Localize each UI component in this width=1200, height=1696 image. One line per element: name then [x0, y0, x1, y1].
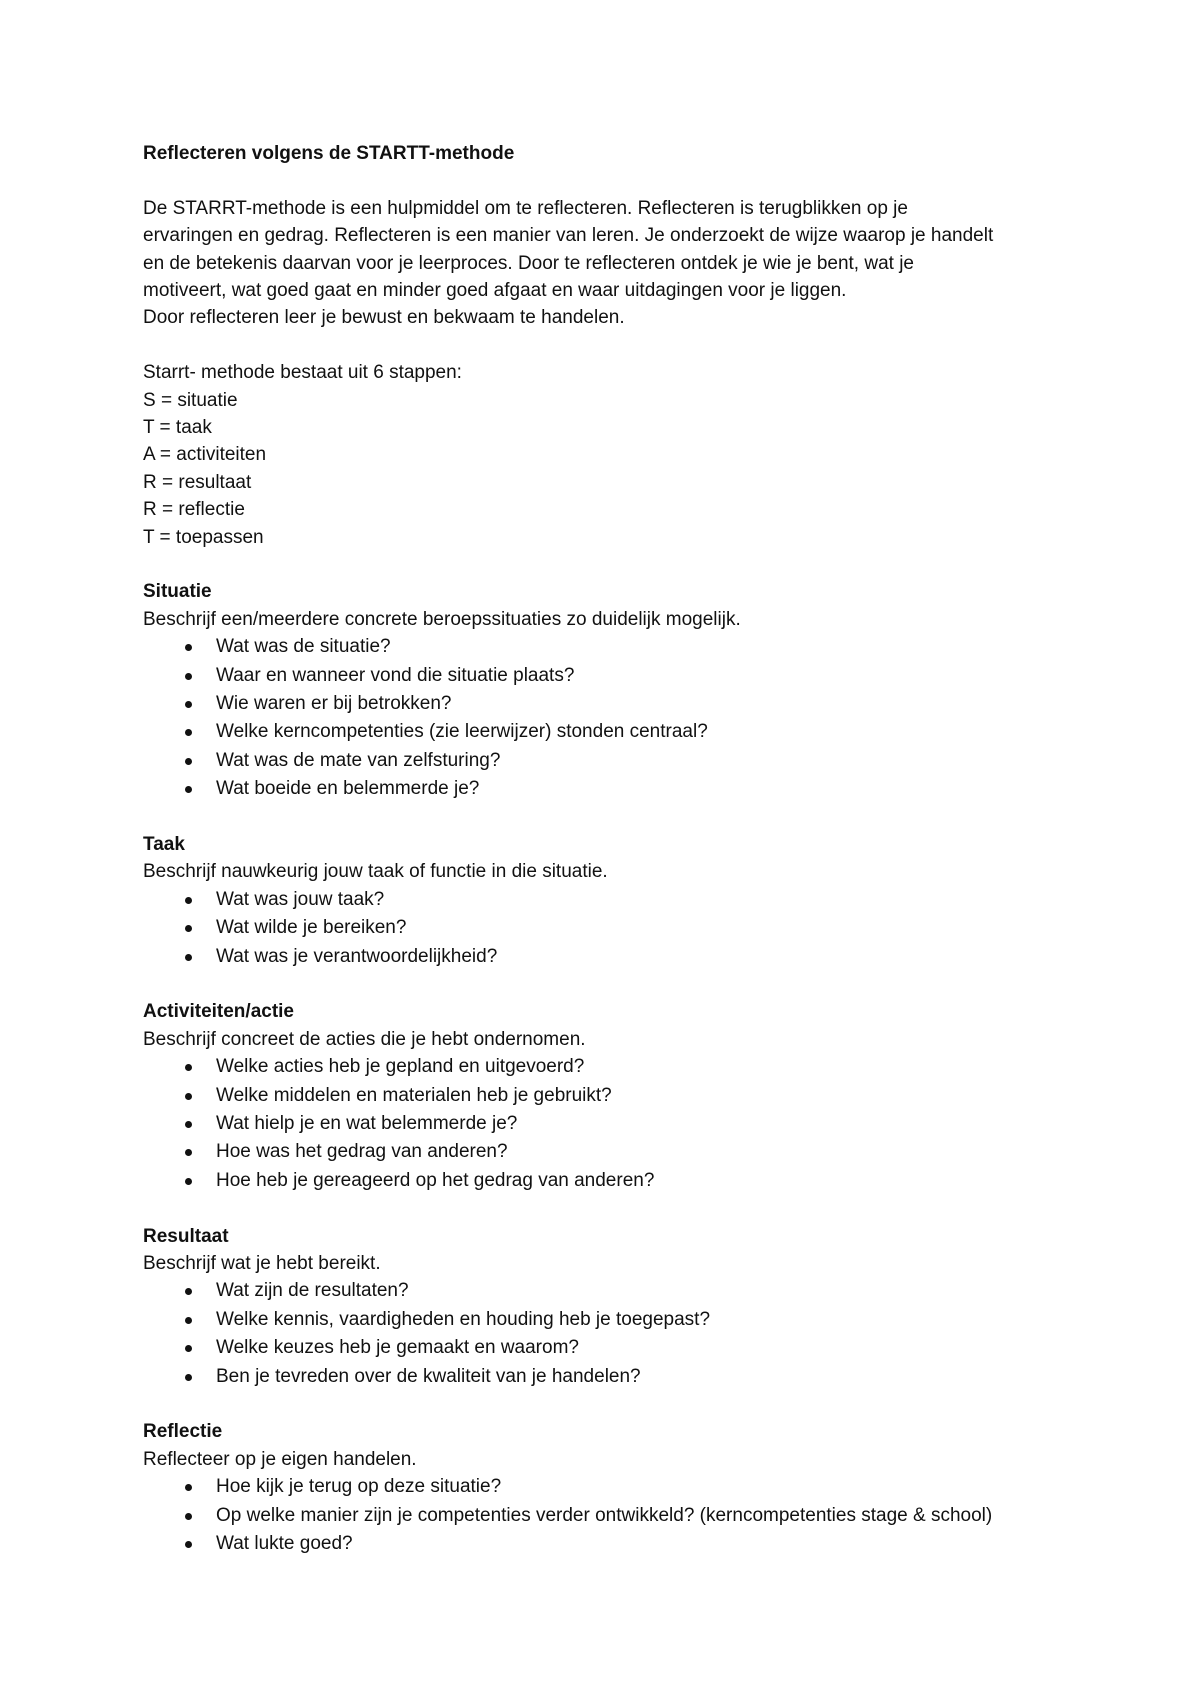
- bullet-text: Welke kennis, vaardigheden en houding heb je toegepast?: [216, 1308, 711, 1330]
- bullet-item: [143, 1167, 1083, 1195]
- bullet-item: [143, 1363, 1083, 1391]
- bullet-icon: [185, 1121, 192, 1128]
- step-item: T = toepassen: [143, 526, 264, 548]
- bullet-text: Ben je tevreden over de kwaliteit van je handelen?: [216, 1365, 641, 1387]
- bullet-text: Hoe heb je gereageerd op het gedrag van anderen?: [216, 1169, 655, 1191]
- bullet-icon: [185, 1317, 192, 1324]
- section-reflectie: [143, 1418, 1083, 1558]
- bullet-text: Welke kerncompetenties (zie leerwijzer) stonden centraal?: [216, 721, 708, 743]
- bullet-icon: [185, 1374, 192, 1381]
- section-description: Reflecteer op je eigen handelen.: [143, 1448, 417, 1470]
- bullet-text: Welke acties heb je gepland en uitgevoerd?: [216, 1056, 585, 1078]
- bullet-item: [143, 747, 1083, 775]
- bullet-text: Wat was je verantwoordelijkheid?: [216, 945, 498, 967]
- bullet-text: Hoe kijk je terug op deze situatie?: [216, 1476, 502, 1498]
- intro-line: De STARRT-methode is een hulpmiddel om te reflecteren. Reflecteren is terugblikken op je: [143, 197, 908, 219]
- spacer: [143, 1391, 1083, 1418]
- bullet-item: [143, 943, 1083, 971]
- intro-line: ervaringen en gedrag. Reflecteren is een manier van leren. Je onderzoekt de wijze waarop je handelt: [143, 225, 994, 247]
- bullet-text: Wat wilde je bereiken?: [216, 917, 407, 939]
- steps-intro: Starrt- methode bestaat uit 6 stappen:: [143, 362, 462, 384]
- bullet-icon: [185, 925, 192, 932]
- bullet-icon: [185, 897, 192, 904]
- bullet-icon: [185, 1093, 192, 1100]
- bullet-text: Wat lukte goed?: [216, 1532, 353, 1554]
- bullet-text: Wat was de situatie?: [216, 636, 391, 658]
- bullet-icon: [185, 786, 192, 793]
- section-heading: Activiteiten/actie: [143, 1001, 294, 1023]
- bullet-icon: [185, 729, 192, 736]
- bullet-icon: [185, 954, 192, 961]
- bullet-text: Hoe was het gedrag van anderen?: [216, 1141, 508, 1163]
- section-heading: Resultaat: [143, 1225, 229, 1247]
- spacer: [143, 1195, 1083, 1222]
- bullet-list: [143, 1277, 1083, 1391]
- bullet-item: [143, 633, 1083, 661]
- section-description: Beschrijf een/meerdere concrete beroepssituaties zo duidelijk mogelijk.: [143, 608, 741, 630]
- bullet-icon: [185, 1178, 192, 1185]
- bullet-list: [143, 1473, 1083, 1558]
- bullet-item: [143, 1502, 1083, 1530]
- section-activiteiten: [143, 998, 1083, 1195]
- section-situatie: [143, 578, 1083, 803]
- section-description: Beschrijf nauwkeurig jouw taak of functie in die situatie.: [143, 861, 608, 883]
- bullet-item: [143, 690, 1083, 718]
- bullet-item: [143, 1053, 1083, 1081]
- bullet-icon: [185, 758, 192, 765]
- bullet-icon: [185, 1149, 192, 1156]
- spacer: [143, 804, 1083, 831]
- bullet-list: [143, 633, 1083, 803]
- spacer: [143, 332, 1083, 359]
- spacer: [143, 167, 1083, 194]
- bullet-text: Wie waren er bij betrokken?: [216, 693, 452, 715]
- spacer: [143, 551, 1083, 578]
- section-heading: Taak: [143, 834, 185, 855]
- bullet-item: [143, 914, 1083, 942]
- intro-line: en de betekenis daarvan voor je leerproces. Door te reflecteren ontdek je wie je bent, wat je: [143, 252, 915, 274]
- bullet-item: [143, 1306, 1083, 1334]
- bullet-text: Op welke manier zijn je competenties verder ontwikkeld? (kerncompetenties stage & school): [216, 1504, 993, 1526]
- bullet-icon: [185, 1064, 192, 1071]
- bullet-icon: [185, 1484, 192, 1491]
- bullet-item: [143, 886, 1083, 914]
- bullet-icon: [185, 1345, 192, 1352]
- bullet-text: Welke keuzes heb je gemaakt en waarom?: [216, 1337, 579, 1359]
- section-description: Beschrijf wat je hebt bereikt.: [143, 1252, 381, 1274]
- bullet-list: [143, 1053, 1083, 1195]
- bullet-item: [143, 1082, 1083, 1110]
- bullet-icon: [185, 701, 192, 708]
- document-body: [143, 140, 1083, 1558]
- bullet-text: Wat was de mate van zelfsturing?: [216, 749, 501, 771]
- bullet-text: Welke middelen en materialen heb je gebruikt?: [216, 1084, 612, 1106]
- spacer: [143, 971, 1083, 998]
- step-item: R = reflectie: [143, 499, 245, 521]
- bullet-icon: [185, 1513, 192, 1520]
- section-heading: Situatie: [143, 581, 212, 603]
- bullet-text: Waar en wanneer vond die situatie plaats?: [216, 664, 575, 686]
- bullet-item: [143, 1277, 1083, 1305]
- bullet-item: [143, 662, 1083, 690]
- bullet-list: [143, 886, 1083, 971]
- bullet-item: [143, 1530, 1083, 1558]
- bullet-item: [143, 718, 1083, 746]
- intro-line: motiveert, wat goed gaat en minder goed afgaat en waar uitdagingen voor je liggen.: [143, 280, 847, 302]
- steps-list: [143, 359, 1083, 551]
- document-title: Reflecteren volgens de STARTT-methode: [143, 143, 515, 164]
- intro-paragraph: [143, 195, 1083, 332]
- bullet-item: [143, 1110, 1083, 1138]
- bullet-icon: [185, 1541, 192, 1548]
- bullet-item: [143, 775, 1083, 803]
- bullet-icon: [185, 644, 192, 651]
- bullet-icon: [185, 1288, 192, 1295]
- bullet-text: Wat was jouw taak?: [216, 888, 385, 910]
- section-taak: [143, 831, 1083, 971]
- step-item: T = taak: [143, 417, 212, 439]
- step-item: S = situatie: [143, 389, 238, 411]
- section-heading: Reflectie: [143, 1421, 223, 1443]
- bullet-item: [143, 1138, 1083, 1166]
- section-description: Beschrijf concreet de acties die je hebt ondernomen.: [143, 1028, 586, 1050]
- bullet-text: Wat hielp je en wat belemmerde je?: [216, 1112, 518, 1134]
- step-item: A = activiteiten: [143, 444, 267, 466]
- intro-line: Door reflecteren leer je bewust en bekwaam te handelen.: [143, 307, 625, 329]
- bullet-text: Wat boeide en belemmerde je?: [216, 778, 480, 800]
- section-resultaat: [143, 1223, 1083, 1391]
- bullet-item: [143, 1334, 1083, 1362]
- bullet-item: [143, 1473, 1083, 1501]
- bullet-text: Wat zijn de resultaten?: [216, 1280, 409, 1302]
- bullet-icon: [185, 673, 192, 680]
- step-item: R = resultaat: [143, 471, 252, 493]
